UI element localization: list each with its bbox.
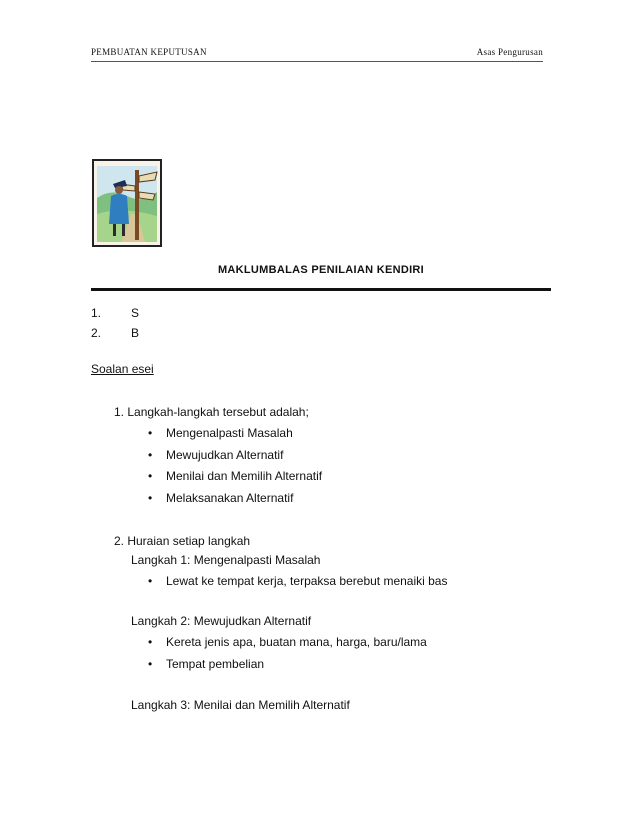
header-left: PEMBUATAN KEPUTUSAN [91,47,207,57]
question-1-label: 1. Langkah-langkah tersebut adalah; [114,405,309,419]
answer-number: 2. [91,326,102,340]
question-2-label: 2. Huraian setiap langkah [114,534,251,548]
list-item: Mengenalpasti Masalah [166,426,293,440]
bullet-icon: • [148,635,153,649]
list-item: Kereta jenis apa, buatan mana, harga, baru/lama [166,635,427,649]
list-item: Mewujudkan Alternatif [166,448,284,462]
list-item: Menilai dan Memilih Alternatif [166,469,323,483]
bullet-icon: • [148,491,153,505]
page-title: MAKLUMBALAS PENILAIAN KENDIRI [217,264,425,276]
page-header [91,47,543,62]
step-3-heading: Langkah 3: Menilai dan Memilih Alternatif [131,698,350,712]
bullet-icon: • [148,574,153,588]
step-1-heading: Langkah 1: Mengenalpasti Masalah [131,553,321,567]
step-2-heading: Langkah 2: Mewujudkan Alternatif [131,614,312,628]
header-right: Asas Pengurusan [476,47,543,57]
answer-number: 1. [91,306,102,320]
bullet-icon: • [148,448,153,462]
bullet-icon: • [148,426,153,440]
list-item: Melaksanakan Alternatif [166,491,294,505]
list-item: Lewat ke tempat kerja, terpaksa berebut menaiki bas [166,574,448,588]
list-item: Tempat pembelian [166,657,265,671]
title-divider [91,288,551,291]
crossroads-clipart [91,158,165,250]
bullet-icon: • [148,657,153,671]
answer-value: B [131,326,140,340]
bullet-icon: • [148,469,153,483]
section-title: Soalan esei [91,362,154,376]
answer-value: S [131,306,140,320]
